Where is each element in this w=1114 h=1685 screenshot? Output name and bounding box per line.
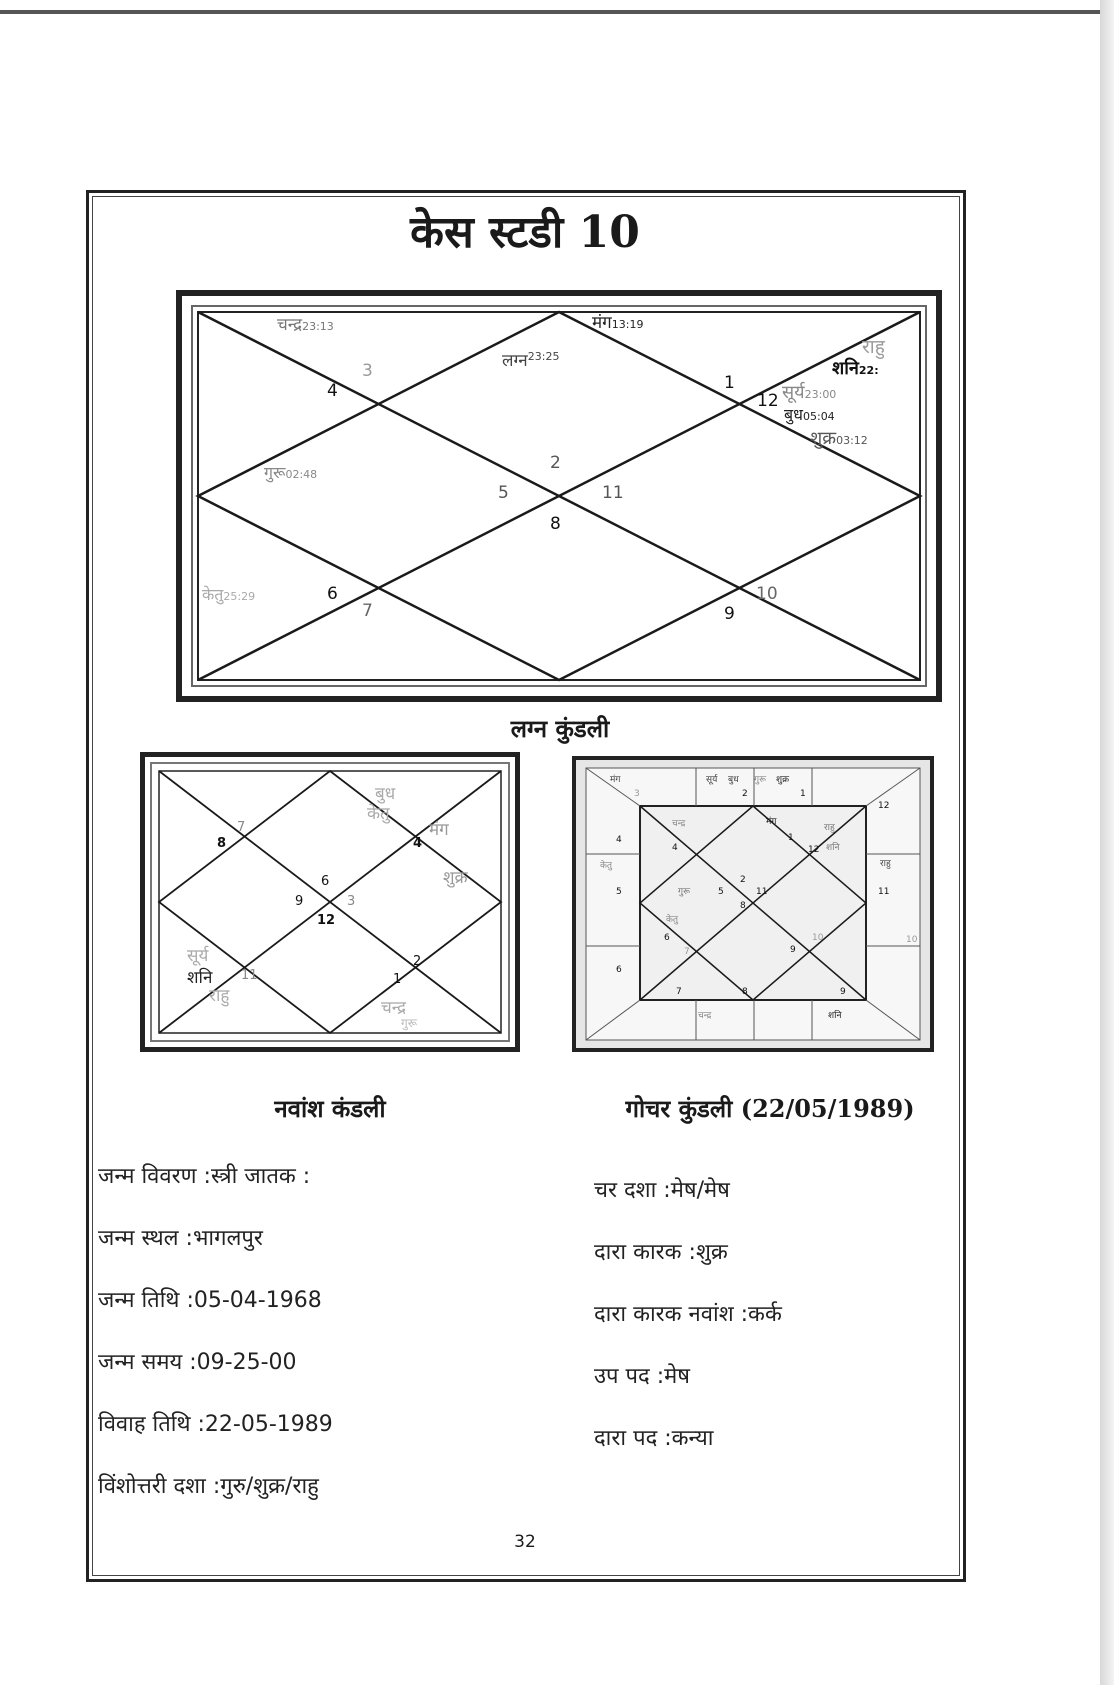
lagna-planet-guru: गुरू02:48 — [264, 463, 318, 482]
dasha-detail: दारा कारक नवांश :कर्क — [594, 1302, 782, 1327]
lagna-planet-budh: बुध05:04 — [784, 405, 835, 424]
navamsa-planet-shukra: शुक्र — [443, 868, 468, 888]
dasha-detail: दारा कारक :शुक्र — [594, 1240, 728, 1265]
navamsa-chart — [140, 752, 520, 1052]
navamsa-planet-guru: गुरू — [401, 1016, 418, 1030]
lagna-house-number: 5 — [498, 483, 509, 503]
dasha-detail: उप पद :मेष — [594, 1364, 691, 1389]
page-number: 32 — [514, 1532, 536, 1552]
gochar-outer-number: 11 — [878, 887, 890, 897]
lagna-house-number: 12 — [757, 391, 779, 411]
gochar-outer-number: 2 — [742, 789, 748, 799]
lagna-chart-svg — [182, 296, 936, 696]
gochar-outer-number: 3 — [634, 789, 640, 799]
gochar-inner-number: 7 — [684, 947, 690, 957]
gochar-inner-number: 8 — [740, 901, 746, 911]
navamsa-house-number: 6 — [321, 874, 330, 889]
dasha-detail: चर दशा :मेष/मेष — [594, 1178, 730, 1203]
birth-detail: विंशोत्तरी दशा :गुरु/शुक्र/राहु — [98, 1474, 319, 1499]
birth-detail: जन्म तिथि :05-04-1968 — [98, 1288, 322, 1313]
navamsa-planet-budh: बुध — [375, 784, 396, 804]
lagna-planet-chandra: चन्द्र23:13 — [277, 315, 334, 335]
gochar-outer-number: 10 — [906, 935, 918, 945]
birth-detail: जन्म विवरण :स्त्री जातक : — [98, 1164, 311, 1189]
navamsa-planet-shani: शनि — [187, 968, 213, 988]
lagna-planet-ketu: केतु25:29 — [202, 585, 256, 604]
lagna-house-number: 2 — [550, 453, 561, 473]
gochar-planet: चन्द्र — [672, 819, 686, 829]
birth-detail: जन्म समय :09-25-00 — [98, 1350, 297, 1375]
gochar-outer-number: 4 — [616, 835, 622, 845]
gochar-chart — [572, 756, 934, 1052]
gochar-planet: मंग — [766, 817, 777, 827]
gochar-inner-number: 6 — [664, 933, 670, 943]
gochar-inner-number: 5 — [718, 887, 724, 897]
navamsa-house-number: 11 — [241, 968, 258, 983]
lagna-house-number: 11 — [602, 483, 624, 503]
lagna-chart — [176, 290, 942, 702]
gochar-outer-number: 5 — [616, 887, 622, 897]
lagna-house-number: 9 — [724, 604, 735, 624]
lagna-house-number: 6 — [327, 584, 338, 604]
navamsa-house-number: 2 — [413, 954, 422, 969]
navamsa-house-number: 4 — [413, 836, 423, 851]
gochar-outer-number: 1 — [800, 789, 806, 799]
gochar-planet: गुरू — [754, 775, 767, 785]
top-rule — [0, 10, 1100, 14]
lagna-house-number: 10 — [756, 584, 778, 604]
gochar-inner-number: 1 — [788, 833, 794, 843]
dasha-detail: दारा पद :कन्या — [594, 1426, 714, 1451]
gochar-planet: चन्द्र — [698, 1011, 712, 1021]
lagna-planet-surya: सूर्य23:00 — [782, 382, 837, 403]
navamsa-house-number: 3 — [347, 894, 356, 909]
navamsa-planet-chandra: चन्द्र — [381, 998, 407, 1018]
gochar-chart-caption: गोचर कुंडली (22/05/1989) — [625, 1094, 915, 1123]
lagna-planet-lagna: लग्न$^{23:25}$ — [502, 350, 560, 371]
lagna-house-number: 1 — [724, 373, 735, 393]
lagna-house-number: 8 — [550, 514, 561, 534]
gochar-outer-number: 8 — [742, 987, 748, 997]
gochar-inner-number: 12 — [808, 845, 820, 855]
gochar-planet: गुरू — [678, 887, 691, 897]
lagna-planet-rahu: राहु — [862, 336, 885, 358]
gochar-planet: मंग — [610, 775, 621, 785]
navamsa-planet-mangal: मंग — [429, 820, 449, 840]
navamsa-house-number: 1 — [393, 972, 402, 987]
gochar-planet: शनि — [826, 843, 840, 853]
gochar-outer-number: 9 — [840, 987, 846, 997]
gochar-planet: सूर्य — [706, 775, 718, 785]
birth-detail: विवाह तिथि :22-05-1989 — [98, 1412, 333, 1437]
gochar-planet: केतु — [600, 861, 613, 871]
gochar-outer-number: 12 — [878, 801, 890, 811]
lagna-planet-shani: शनि22: — [832, 358, 879, 379]
page-edge-shadow — [1100, 0, 1114, 1685]
lagna-planet-shukra: शुक्र03:12 — [810, 428, 868, 449]
gochar-inner-number: 11 — [756, 887, 768, 897]
gochar-outer-number: 6 — [616, 965, 622, 975]
lagna-house-number: 3 — [362, 361, 373, 381]
navamsa-planet-rahu: राहु — [209, 986, 230, 1006]
lagna-chart-caption: लग्न कुंडली — [510, 714, 610, 743]
gochar-inner-number: 10 — [812, 933, 824, 943]
gochar-inner-number: 4 — [672, 843, 678, 853]
navamsa-house-number: 8 — [217, 836, 227, 851]
gochar-planet: शुक्र — [776, 775, 790, 785]
gochar-planet: राहु — [824, 823, 835, 833]
navamsa-house-number: 7 — [237, 820, 246, 835]
page-title: केस स्टडी 10 — [410, 207, 640, 258]
gochar-planet: राहु — [880, 859, 891, 869]
gochar-planet: बुध — [728, 775, 739, 785]
navamsa-house-number: 12 — [317, 913, 336, 928]
lagna-planet-mangal: मंग13:19 — [592, 313, 644, 333]
navamsa-planet-ketu: केतु — [367, 804, 390, 824]
navamsa-chart-caption: नवांश कंडली — [274, 1094, 386, 1123]
lagna-house-number: 4 — [327, 381, 338, 401]
lagna-house-number: 7 — [362, 601, 373, 621]
gochar-planet: केतु — [666, 915, 679, 925]
gochar-planet: शनि — [828, 1011, 842, 1021]
gochar-outer-number: 7 — [676, 987, 682, 997]
navamsa-house-number: 9 — [295, 894, 304, 909]
gochar-inner-number: 9 — [790, 945, 796, 955]
gochar-inner-number: 2 — [740, 875, 746, 885]
gochar-chart-svg — [576, 760, 930, 1048]
navamsa-chart-svg — [145, 757, 515, 1047]
birth-detail: जन्म स्थल :भागलपुर — [98, 1226, 263, 1251]
navamsa-planet-surya: सूर्य — [187, 946, 209, 966]
